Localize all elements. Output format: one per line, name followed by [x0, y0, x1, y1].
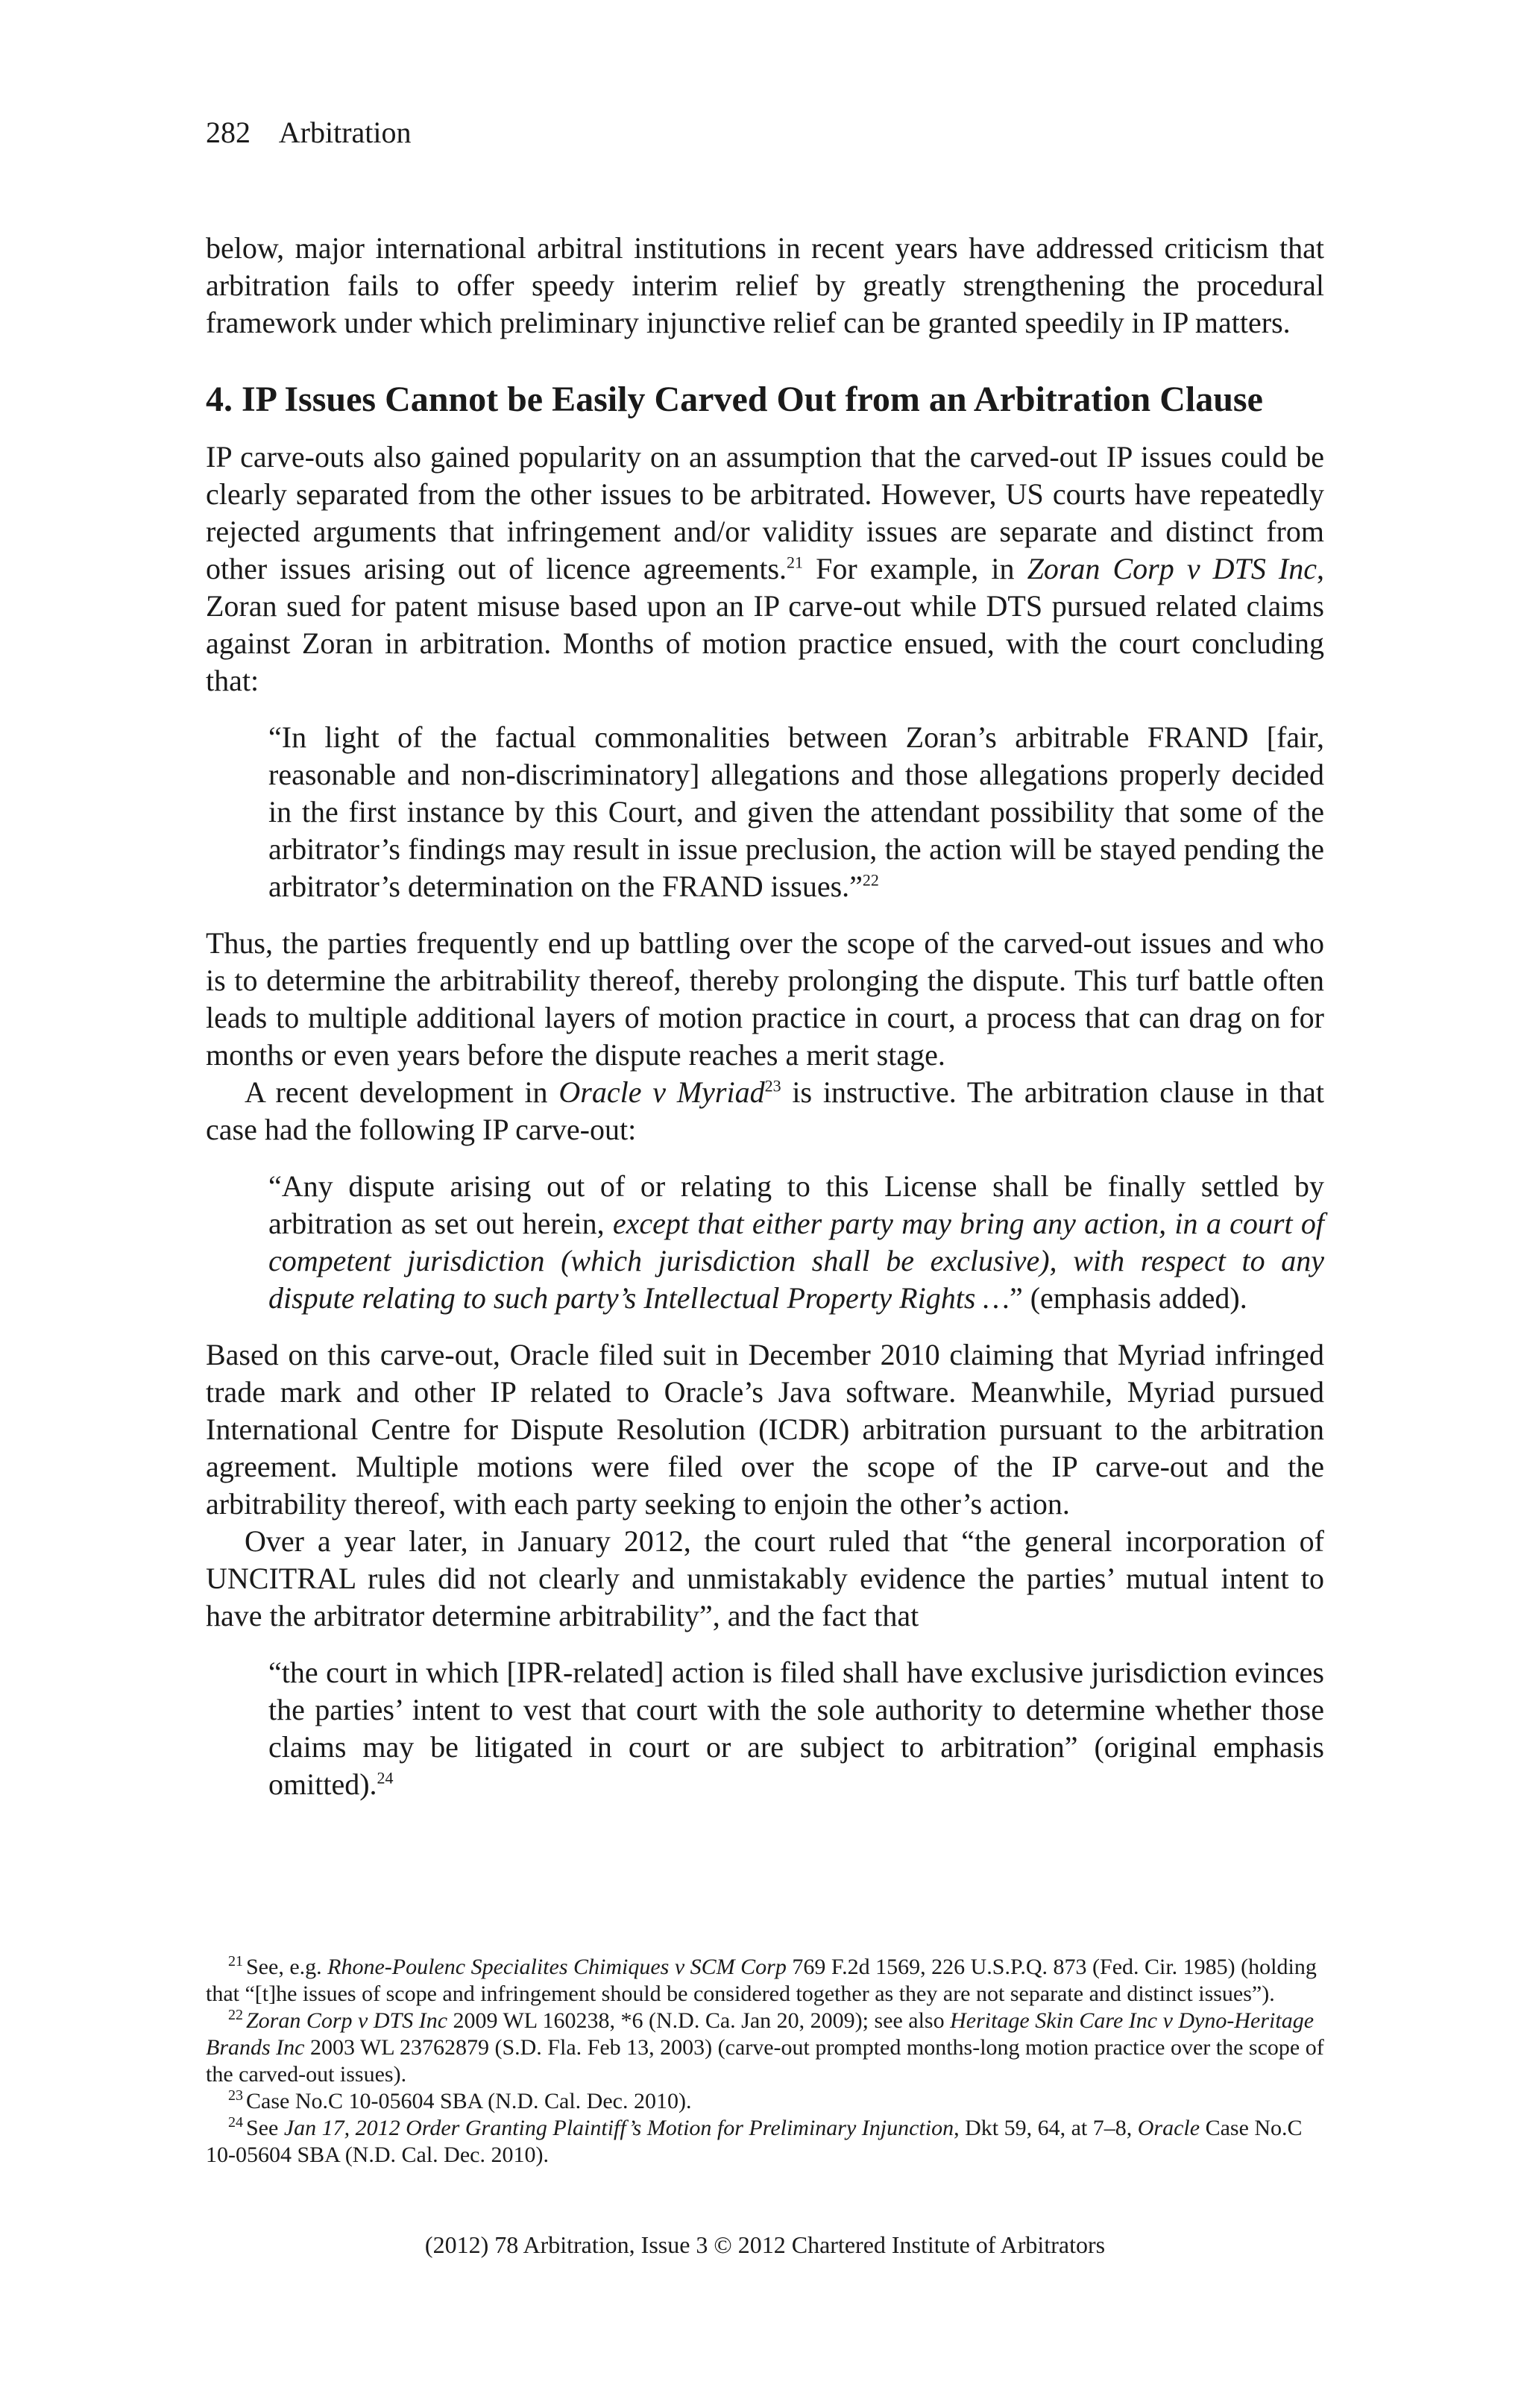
footnotes — [206, 1954, 1324, 2169]
footnote-case-name: Zoran Corp v DTS Inc — [246, 2008, 448, 2033]
intro-paragraph: below, major international arbitral institutions in recent years have addressed criticism that arbitration fails to offer speedy interim relief by greatly strengthening the procedural framework under which preliminary injunctive relief can be granted speedily in IP matters. — [206, 231, 1324, 339]
page-number: 282 — [206, 116, 251, 149]
footnote-24 — [206, 2115, 1324, 2169]
footnote-23 — [206, 2088, 1324, 2115]
footnote-text: Case No.C 10-05604 SBA (N.D. Cal. Dec. 2010). — [246, 2089, 692, 2113]
quote-emphasis: except that either party may bring any action, in a court of competent jurisdiction (which jurisdiction shall be exclusive), with respect to any dispute relating to such party’s Intellectual Property Rights … — [268, 1207, 1324, 1315]
footnote-21 — [206, 1954, 1324, 2008]
case-name: Oracle v Myriad — [558, 1075, 765, 1109]
footnote-case-name: Oracle — [1137, 2116, 1200, 2140]
footnote-text: Case No.C 10-05604 SBA (N.D. Cal. Dec. 2010). — [206, 2116, 1303, 2167]
running-head — [206, 112, 412, 154]
footnote-ref-21[interactable]: 21 — [787, 553, 804, 572]
paragraph-carve-outs — [206, 438, 1324, 700]
footnote-text: 769 F.2d 1569, 226 U.S.P.Q. 873 (Fed. Cir. 1985) (holding that “[t]he issues of scope and infringement should be considered together as they are not separate and distinct issues”). — [206, 1955, 1317, 2006]
section-heading: 4. IP Issues Cannot be Easily Carved Out from an Arbitration Clause — [206, 380, 1263, 419]
block-quote-court — [268, 1654, 1324, 1803]
footnote-text: , Dkt 59, 64, at 7–8, — [954, 2116, 1138, 2140]
paragraph-text: For example, in — [803, 552, 1027, 585]
paragraph-court-ruling: Over a year later, in January 2012, the court ruled that “the general incorporation of UNCITRAL rules did not clearly and unmistakably evidence the parties’ mutual intent to have the arbitrator determine arbitrability”, and the fact that — [206, 1524, 1324, 1632]
footnote-number: 22 — [228, 2007, 243, 2023]
footnote-number: 23 — [228, 2087, 243, 2104]
footnote-case-name: Rhone-Poulenc Specialites Chimiques v SCM Corp — [327, 1955, 787, 1979]
footnote-text: See — [246, 2116, 284, 2140]
paragraph-text: , Zoran sued for patent misuse based upon an IP carve-out while DTS pursued related claims against Zoran in arbitration. Months of motion practice ensued, with the court concluding that: — [206, 552, 1324, 697]
footnote-ref-24[interactable]: 24 — [377, 1768, 394, 1788]
footnote-text: 2003 WL 23762879 (S.D. Fla. Feb 13, 2003) (carve-out prompted months-long motion practice over the scope of the carved-out issues). — [206, 2035, 1324, 2087]
footnote-22 — [206, 2008, 1324, 2088]
quote-text: “Any dispute arising out of or relating to this License shall be finally settled by arbitration as set out herein, — [268, 1169, 1324, 1240]
footnote-number: 24 — [228, 2114, 243, 2131]
paragraph-oracle-suit: Based on this carve-out, Oracle filed suit in December 2010 claiming that Myriad infringed trade mark and other IP related to Oracle’s Java software. Meanwhile, Myriad pursued International Centre for Dispute Resolution (ICDR) arbitration pursuant to the arbitration agreement. Multiple motions were filed over the scope of the IP carve-out and the arbitrability thereof, with each party seeking to enjoin the other’s action. — [206, 1338, 1324, 1521]
quote-text: ” (emphasis added). — [1009, 1281, 1247, 1315]
article-body — [206, 230, 1324, 1803]
paragraph-text: A recent development in — [245, 1075, 559, 1109]
paragraph-oracle-intro — [206, 1074, 1324, 1148]
journal-page — [206, 0, 1324, 2408]
footnote-ref-23[interactable]: 23 — [764, 1076, 781, 1095]
running-title: Arbitration — [278, 116, 412, 149]
footnote-text: 2009 WL 160238, *6 (N.D. Ca. Jan 20, 2009); see also — [447, 2008, 951, 2033]
block-quote-zoran — [268, 719, 1324, 905]
quote-text: “the court in which [IPR-related] action is filed shall have exclusive jurisdiction evinces the parties’ intent to vest that court with the sole authority to determine whether those claims may be litigated in court or are subject to arbitration” (original emphasis omitted). — [268, 1656, 1324, 1801]
paragraph-turf-battle: Thus, the parties frequently end up battling over the scope of the carved-out issues and who is to determine the arbitrability thereof, thereby prolonging the dispute. This turf battle often leads to multiple additional layers of motion practice in court, a process that can drag on for months or even years before the dispute reaches a merit stage. — [206, 926, 1324, 1072]
footnote-ref-22[interactable]: 22 — [862, 870, 879, 890]
paragraph-text: IP carve-outs also gained popularity on an assumption that the carved-out IP issues could be clearly separated from the other issues to be arbitrated. However, US courts have repeatedly rejected arguments that infringement and/or validity issues are separate and distinct from other issues arising out of licence agreements. — [206, 440, 1324, 585]
footnote-case-name: Heritage Skin Care Inc v Dyno-Heritage Brands Inc — [206, 2008, 1315, 2060]
case-name: Zoran Corp v DTS Inc — [1027, 552, 1317, 585]
paragraph-text: is instructive. The arbitration clause in that case had the following IP carve-out: — [206, 1075, 1324, 1146]
footnote-text: See, e.g. — [246, 1955, 328, 1979]
block-quote-license — [268, 1168, 1324, 1317]
quote-text: “In light of the factual commonalities between Zoran’s arbitrable FRAND [fair, reasonable and non-discriminatory] allegations and those allegations properly decided in the first instance by this Court, and given the attendant possibility that some of the arbitrator’s findings may result in issue preclusion, the action will be stayed pending the arbitrator’s determination on the FRAND issues.” — [268, 720, 1324, 903]
journal-citation-footer: (2012) 78 Arbitration, Issue 3 © 2012 Chartered Institute of Arbitrators — [424, 2231, 1106, 2258]
footnote-number: 21 — [228, 1953, 243, 1970]
footnote-document-title: Jan 17, 2012 Order Granting Plaintiff’s Motion for Preliminary Injunction — [283, 2116, 954, 2140]
